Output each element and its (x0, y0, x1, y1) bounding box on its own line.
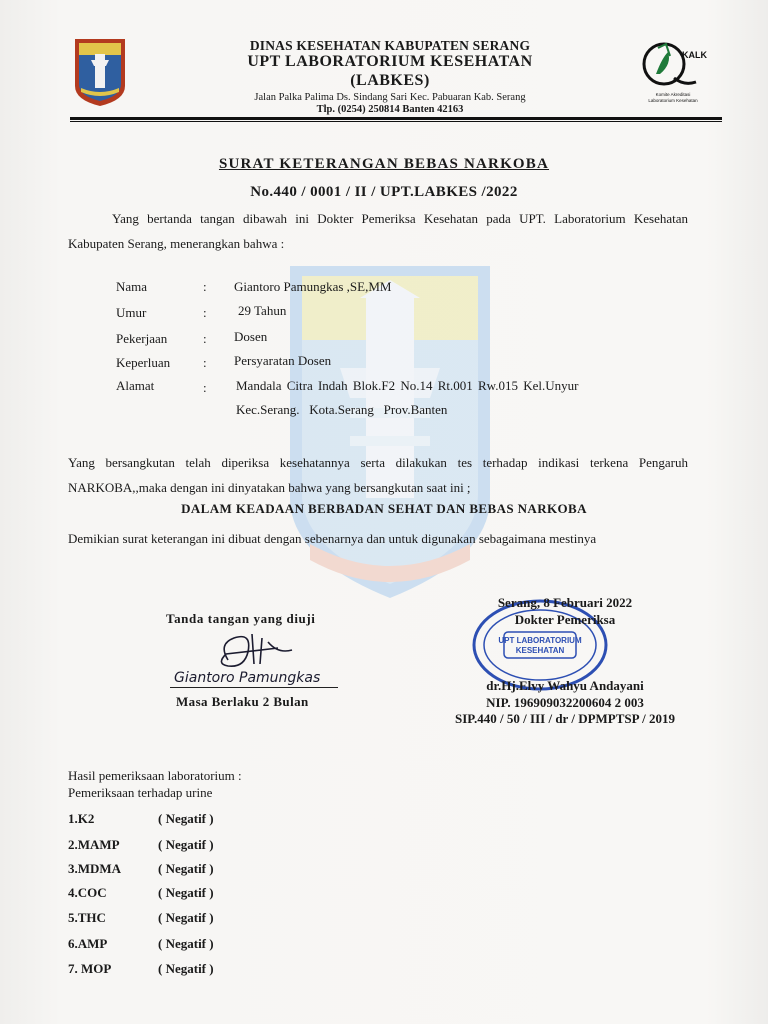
validity-period: Masa Berlaku 2 Bulan (176, 694, 309, 709)
examination-paragraph: Yang bersangkutan telah diperiksa kesehatannya serta dilakukan tes terhadap indikasi terkena Pengaruh NARKOBA,,maka dengan ini dinyatakan bahwa yang bersangkutan saat ini ; (68, 455, 688, 495)
field-value-address: Mandala Citra Indah Blok.F2 No.14 Rt.001 Rw.015 Kel.Unyur (236, 378, 579, 393)
test-result: ( Negatif ) (158, 837, 214, 852)
test-name: 1.K2 (68, 811, 95, 826)
examiner-name: dr.Hj.Elvy Wahyu Andayani (486, 678, 644, 693)
examiner-role: Dokter Pemeriksa (514, 612, 616, 627)
health-statement: DALAM KEADAAN BERBADAN SEHAT DAN BEBAS NARKOBA (181, 501, 587, 516)
examiner-sip: SIP.440 / 50 / III / dr / DPMPTSP / 2019 (455, 711, 675, 726)
test-result: ( Negatif ) (158, 885, 214, 900)
document-title: SURAT KETERANGAN BEBAS NARKOBA (218, 156, 550, 172)
field-label-age: Umur (116, 305, 147, 320)
test-name: 5.THC (68, 910, 106, 925)
test-name: 4.COC (68, 885, 107, 900)
kalk-accreditation-logo (638, 34, 708, 106)
lab-abbreviation: (LABKES) (350, 72, 430, 89)
field-colon: : (203, 331, 207, 346)
field-value-age: 29 Tahun (238, 303, 287, 318)
document-number: No.440 / 0001 / II / UPT.LABKES /2022 (250, 184, 518, 200)
kalk-caption-1: Komite Akreditasi (655, 92, 691, 97)
test-result: ( Negatif ) (158, 936, 214, 951)
test-result: ( Negatif ) (158, 910, 214, 925)
lab-results-heading: Hasil pemeriksaan laboratorium : (68, 768, 242, 783)
header-divider-thin (70, 121, 722, 122)
test-name: 3.MDMA (68, 861, 122, 876)
place-date: Serang, 8 Februari 2022 (497, 595, 633, 610)
urine-test-heading: Pemeriksaan terhadap urine (68, 785, 213, 800)
lab-phone: Tlp. (0254) 250814 Banten 42163 (316, 104, 464, 115)
field-value-occupation: Dosen (234, 329, 268, 344)
field-label-occupation: Pekerjaan (116, 331, 168, 346)
test-result: ( Negatif ) (158, 961, 214, 976)
intro-paragraph: Yang bertanda tangan dibawah ini Dokter Pemeriksa Kesehatan pada UPT. Laboratorium Kesehatan Kabupaten Serang, menerangkan bahwa : (68, 211, 688, 251)
field-value-address-line2: Kec.Serang. Kota.Serang Prov.Banten (236, 402, 448, 417)
field-colon: : (203, 305, 207, 320)
agency-name: DINAS KESEHATAN KABUPATEN SERANG (249, 38, 531, 53)
stamp-text-2: KESEHATAN (515, 646, 565, 655)
field-colon: : (203, 380, 207, 395)
field-label-name: Nama (116, 279, 148, 294)
test-name: 2.MAMP (68, 837, 120, 852)
regency-emblem-watermark (280, 258, 500, 606)
field-label-purpose: Keperluan (116, 355, 171, 370)
signature-heading: Tanda tangan yang diuji (166, 611, 316, 626)
kalk-logo-text: KALK (682, 50, 707, 60)
signer-name-handwritten: Giantoro Pamungkas (174, 670, 321, 686)
serang-regency-logo (72, 36, 128, 108)
closing-paragraph: Demikian surat keterangan ini dibuat dengan sebenarnya dan untuk digunakan sebagaimana mestinya (68, 531, 597, 546)
field-colon: : (203, 355, 207, 370)
field-label-address: Alamat (116, 378, 155, 393)
test-name: 6.AMP (68, 936, 108, 951)
examiner-nip: NIP. 196909032200604 2 003 (486, 695, 644, 710)
field-value-name: Giantoro Pamungkas ,SE,MM (234, 279, 392, 294)
field-value-purpose: Persyaratan Dosen (234, 353, 332, 368)
kalk-caption-2: Laboratorium Kesehatan (648, 98, 698, 103)
test-result: ( Negatif ) (158, 861, 214, 876)
signature-line (170, 687, 338, 688)
lab-name: UPT LABORATORIUM KESEHATAN (247, 53, 533, 70)
test-result: ( Negatif ) (158, 811, 214, 826)
stamp-text-1: UPT LABORATORIUM (498, 636, 582, 645)
field-colon: : (203, 279, 207, 294)
header-divider-thick (70, 117, 722, 120)
test-name: 7. MOP (68, 961, 112, 976)
lab-address: Jalan Palka Palima Ds. Sindang Sari Kec. Pabuaran Kab. Serang (254, 92, 526, 103)
